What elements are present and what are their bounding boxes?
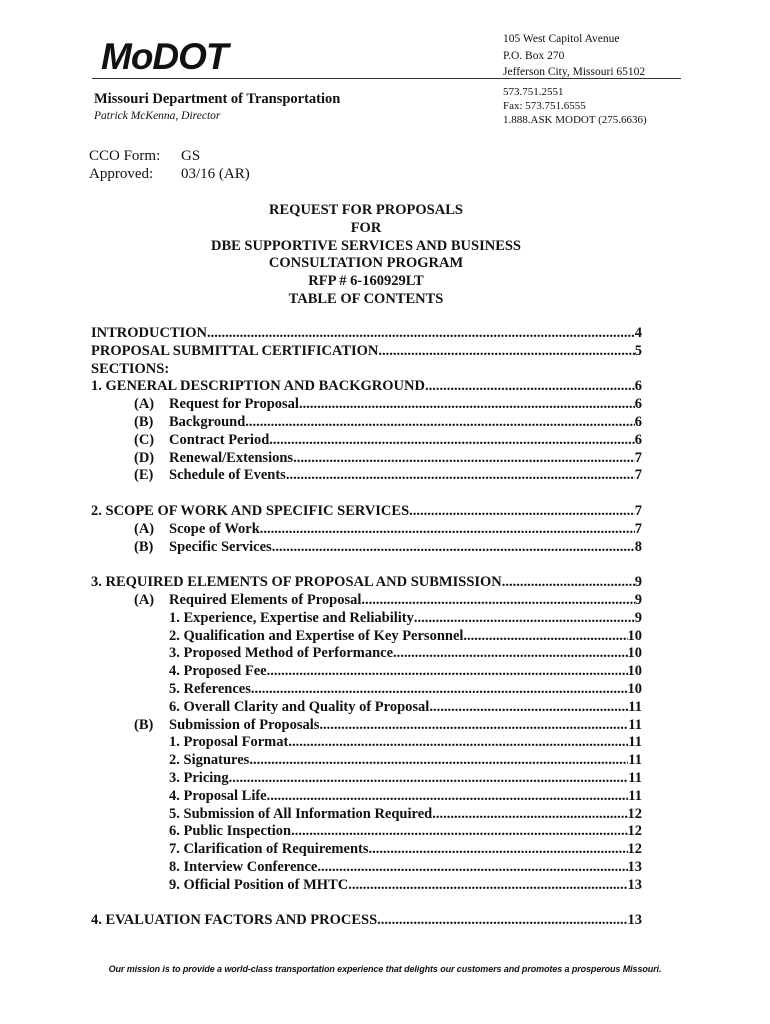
toc-spacer <box>91 895 642 913</box>
toc-entry-title <box>134 521 260 539</box>
form-value: GS <box>181 148 201 164</box>
toc-entry[interactable] <box>91 378 642 396</box>
title-line: REQUEST FOR PROPOSALS <box>269 202 463 218</box>
toc-leader-dots <box>377 912 627 930</box>
toc-leader-dots <box>288 734 628 752</box>
address-line: Jefferson City, Missouri 65102 <box>503 66 646 78</box>
toc-entry-letter: (B) <box>134 716 154 733</box>
toc-entry[interactable] <box>91 343 642 361</box>
toc-entry-letter: (C) <box>134 431 155 448</box>
toc-leader-dots <box>425 378 635 396</box>
toc-entry[interactable] <box>91 663 642 681</box>
toc-leader-dots <box>267 788 629 806</box>
toc-leader-dots <box>269 432 634 450</box>
toc-page-number: 7 <box>634 520 642 537</box>
toc-entry[interactable] <box>91 877 642 895</box>
toc-entry[interactable] <box>91 574 642 592</box>
toc-page-number: 11 <box>628 787 642 804</box>
toc-entry[interactable] <box>91 912 642 930</box>
toc-entry[interactable] <box>91 539 642 557</box>
toc-leader-dots <box>286 467 635 485</box>
toc-entry[interactable] <box>91 396 642 414</box>
toc-entry-letter: (A) <box>134 396 155 413</box>
toc-entry[interactable] <box>91 788 642 806</box>
toc-page-number: 4 <box>634 325 642 341</box>
toc-leader-dots <box>429 699 628 717</box>
toc-leader-dots <box>502 574 635 592</box>
toc-entry-text: Specific Services <box>169 538 272 555</box>
toc-leader-dots <box>368 841 627 859</box>
toc-entry[interactable] <box>91 361 642 379</box>
toc-page-number: 6 <box>634 413 642 430</box>
toc-page-number: 6 <box>634 378 642 395</box>
toc-leader-dots <box>393 645 627 663</box>
title-line: FOR <box>350 219 382 236</box>
toc-entry-title: 9. Official Position of MHTC <box>169 876 349 893</box>
toc-entry[interactable] <box>91 859 642 877</box>
toc-entry-title: 5. References <box>169 680 251 697</box>
toc-page-number: 10 <box>627 663 642 680</box>
toc-entry[interactable] <box>91 450 642 468</box>
toc-page-number: 7 <box>634 449 642 466</box>
toc-entry-letter: (D) <box>134 449 155 466</box>
toc-page-number: 5 <box>634 342 642 359</box>
toc-leader-dots <box>414 610 635 628</box>
toc-page-number: 11 <box>628 769 642 786</box>
toc-entry-title: 3. Pricing <box>169 769 229 786</box>
toc-leader-dots <box>317 859 627 877</box>
toc-page-number: 12 <box>627 805 642 822</box>
toc-page-number: 13 <box>627 876 642 893</box>
toc-entry[interactable] <box>91 717 642 735</box>
toc-page-number: 10 <box>627 627 642 644</box>
mission-statement: Our mission is to provide a world-class transportation experience that delights our customers and promotes a prosperous Missouri. <box>108 964 662 974</box>
toc-entry-title: SECTIONS: <box>91 360 170 377</box>
toc-page-number: 7 <box>634 467 642 484</box>
toc-entry[interactable] <box>91 645 642 663</box>
toc-entry[interactable] <box>91 467 642 485</box>
toc-page-number: 13 <box>627 858 642 875</box>
toc-entry[interactable] <box>91 752 642 770</box>
toc-entry-title <box>134 432 269 450</box>
toc-leader-dots <box>272 539 635 557</box>
toc-entry-title: 1. Experience, Expertise and Reliability <box>169 609 414 626</box>
toc-entry-title: 1. GENERAL DESCRIPTION AND BACKGROUND <box>91 378 425 395</box>
toc-entry-text: Renewal/Extensions <box>169 449 294 466</box>
toc-page-number: 9 <box>634 591 642 608</box>
toc-entry-title <box>134 467 286 485</box>
toc-entry-title: 3. REQUIRED ELEMENTS OF PROPOSAL AND SUBMISSION <box>91 574 502 591</box>
toc-page-number: 6 <box>634 431 642 448</box>
toc-page-number: 7 <box>634 502 642 519</box>
toc-entry[interactable] <box>91 734 642 752</box>
toc-page-number: 11 <box>628 752 642 769</box>
toc-entry[interactable] <box>91 414 642 432</box>
toc-entry[interactable] <box>91 699 642 717</box>
toc-entry[interactable] <box>91 823 642 841</box>
toc-entry-title: 2. Signatures <box>169 752 250 769</box>
modot-logo: MoDOT <box>101 36 228 77</box>
form-label: CCO Form: <box>89 148 161 164</box>
title-line: DBE SUPPORTIVE SERVICES AND BUSINESS <box>210 237 521 254</box>
toc-page-number: 10 <box>627 645 642 662</box>
toc-leader-dots <box>432 806 627 824</box>
toc-entry-letter: (B) <box>134 413 154 430</box>
toc-entry[interactable] <box>91 841 642 859</box>
toc-entry-title: 2. Qualification and Expertise of Key Personnel <box>169 627 464 644</box>
toc-entry-text: Request for Proposal <box>169 396 299 413</box>
table-of-contents <box>91 325 642 930</box>
toc-page-number: 11 <box>628 734 642 751</box>
toc-entry-letter: (A) <box>134 591 155 608</box>
toc-entry[interactable] <box>91 325 642 343</box>
toc-entry-title: 7. Clarification of Requirements <box>169 841 369 858</box>
title-line: RFP # 6-160929LT <box>308 273 424 290</box>
title-line: CONSULTATION PROGRAM <box>268 255 464 272</box>
toc-entry-title <box>134 717 319 735</box>
toc-entry[interactable] <box>91 503 642 521</box>
toc-entry-title <box>134 450 293 468</box>
toc-entry-title: 2. SCOPE OF WORK AND SPECIFIC SERVICES <box>91 502 410 519</box>
toc-entry[interactable] <box>91 628 642 646</box>
toc-entry-text: Background <box>169 413 246 430</box>
toc-leader-dots <box>245 414 634 432</box>
toc-entry-title: INTRODUCTION <box>91 325 208 341</box>
toc-entry[interactable] <box>91 521 642 539</box>
toc-entry[interactable] <box>91 770 642 788</box>
toc-leader-dots <box>319 717 628 735</box>
toc-entry-title <box>134 592 361 610</box>
toc-entry-title: 4. Proposed Fee <box>169 663 267 680</box>
toc-entry-title <box>134 414 245 432</box>
toc-entry-title: 3. Proposed Method of Performance <box>169 645 394 662</box>
fax-number: Fax: 573.751.6555 <box>503 100 586 112</box>
toc-entry-text: Submission of Proposals <box>169 716 320 733</box>
toc-entry-text: Contract Period <box>169 431 270 448</box>
toc-leader-dots <box>291 823 627 841</box>
toc-leader-dots <box>299 396 635 414</box>
toc-page-number: 9 <box>634 609 642 626</box>
toc-entry-title: PROPOSAL SUBMITTAL CERTIFICATION <box>91 342 379 359</box>
toc-page-number: 12 <box>627 823 642 840</box>
toc-entry-title: 6. Overall Clarity and Quality of Proposal <box>169 698 430 715</box>
contact-info <box>503 85 647 127</box>
toc-leader-dots <box>463 628 627 646</box>
toc-page-number: 8 <box>634 538 642 555</box>
toc-leader-dots <box>267 663 628 681</box>
toc-entry-title: 5. Submission of All Information Required <box>169 805 433 822</box>
toc-entry-letter: (E) <box>134 467 154 484</box>
toc-page-number: 11 <box>628 716 642 733</box>
director-name: Patrick McKenna, Director <box>94 110 221 122</box>
toc-leader-dots <box>361 592 634 610</box>
toc-leader-dots <box>260 521 635 539</box>
toc-leader-dots <box>409 503 635 521</box>
phone-number: 573.751.2551 <box>503 86 564 98</box>
toc-leader-dots <box>249 752 628 770</box>
toc-entry-title: 4. EVALUATION FACTORS AND PROCESS <box>91 912 378 929</box>
toc-spacer <box>91 556 642 574</box>
approved-label: Approved: <box>89 166 154 182</box>
toc-entry-title: 6. Public Inspection <box>169 823 292 840</box>
toc-leader-dots <box>293 450 635 468</box>
toc-page-number: 11 <box>628 698 642 715</box>
mailing-address <box>503 31 645 81</box>
toc-entry[interactable] <box>91 592 642 610</box>
toc-spacer <box>91 485 642 503</box>
toc-leader-dots <box>207 325 635 343</box>
toc-entry-letter: (A) <box>134 520 155 537</box>
toc-entry-text: Schedule of Events <box>169 467 286 484</box>
toc-entry-title: 1. Proposal Format <box>169 734 289 751</box>
address-line: P.O. Box 270 <box>503 49 565 62</box>
toc-entry-title: 4. Proposal Life <box>169 787 267 804</box>
toc-entry-title: 8. Interview Conference <box>169 858 318 875</box>
toc-leader-dots <box>229 770 629 788</box>
toll-free-number: 1.888.ASK MODOT (275.6636) <box>503 114 647 126</box>
toc-entry[interactable] <box>91 681 642 699</box>
toc-entry-title <box>134 396 299 414</box>
department-name: Missouri Department of Transportation <box>94 91 341 107</box>
toc-entry[interactable] <box>91 432 642 450</box>
address-line: 105 West Capitol Avenue <box>503 33 620 45</box>
toc-entry[interactable] <box>91 610 642 628</box>
toc-leader-dots <box>378 343 634 361</box>
toc-page-number: 12 <box>627 841 642 858</box>
toc-entry-text: Scope of Work <box>169 520 260 537</box>
toc-page-number: 6 <box>634 396 642 413</box>
approved-value: 03/16 (AR) <box>181 166 250 182</box>
toc-entry-text: Required Elements of Proposal <box>169 591 362 608</box>
form-info <box>89 147 250 183</box>
toc-entry[interactable] <box>91 806 642 824</box>
toc-page-number: 9 <box>634 574 642 591</box>
document-title <box>92 202 640 309</box>
title-line: TABLE OF CONTENTS <box>288 290 444 307</box>
toc-entry-letter: (B) <box>134 538 154 555</box>
toc-page-number: 13 <box>627 912 642 929</box>
toc-leader-dots <box>251 681 628 699</box>
toc-page-number: 10 <box>627 680 642 697</box>
toc-leader-dots <box>348 877 627 895</box>
toc-entry-title <box>134 539 272 557</box>
